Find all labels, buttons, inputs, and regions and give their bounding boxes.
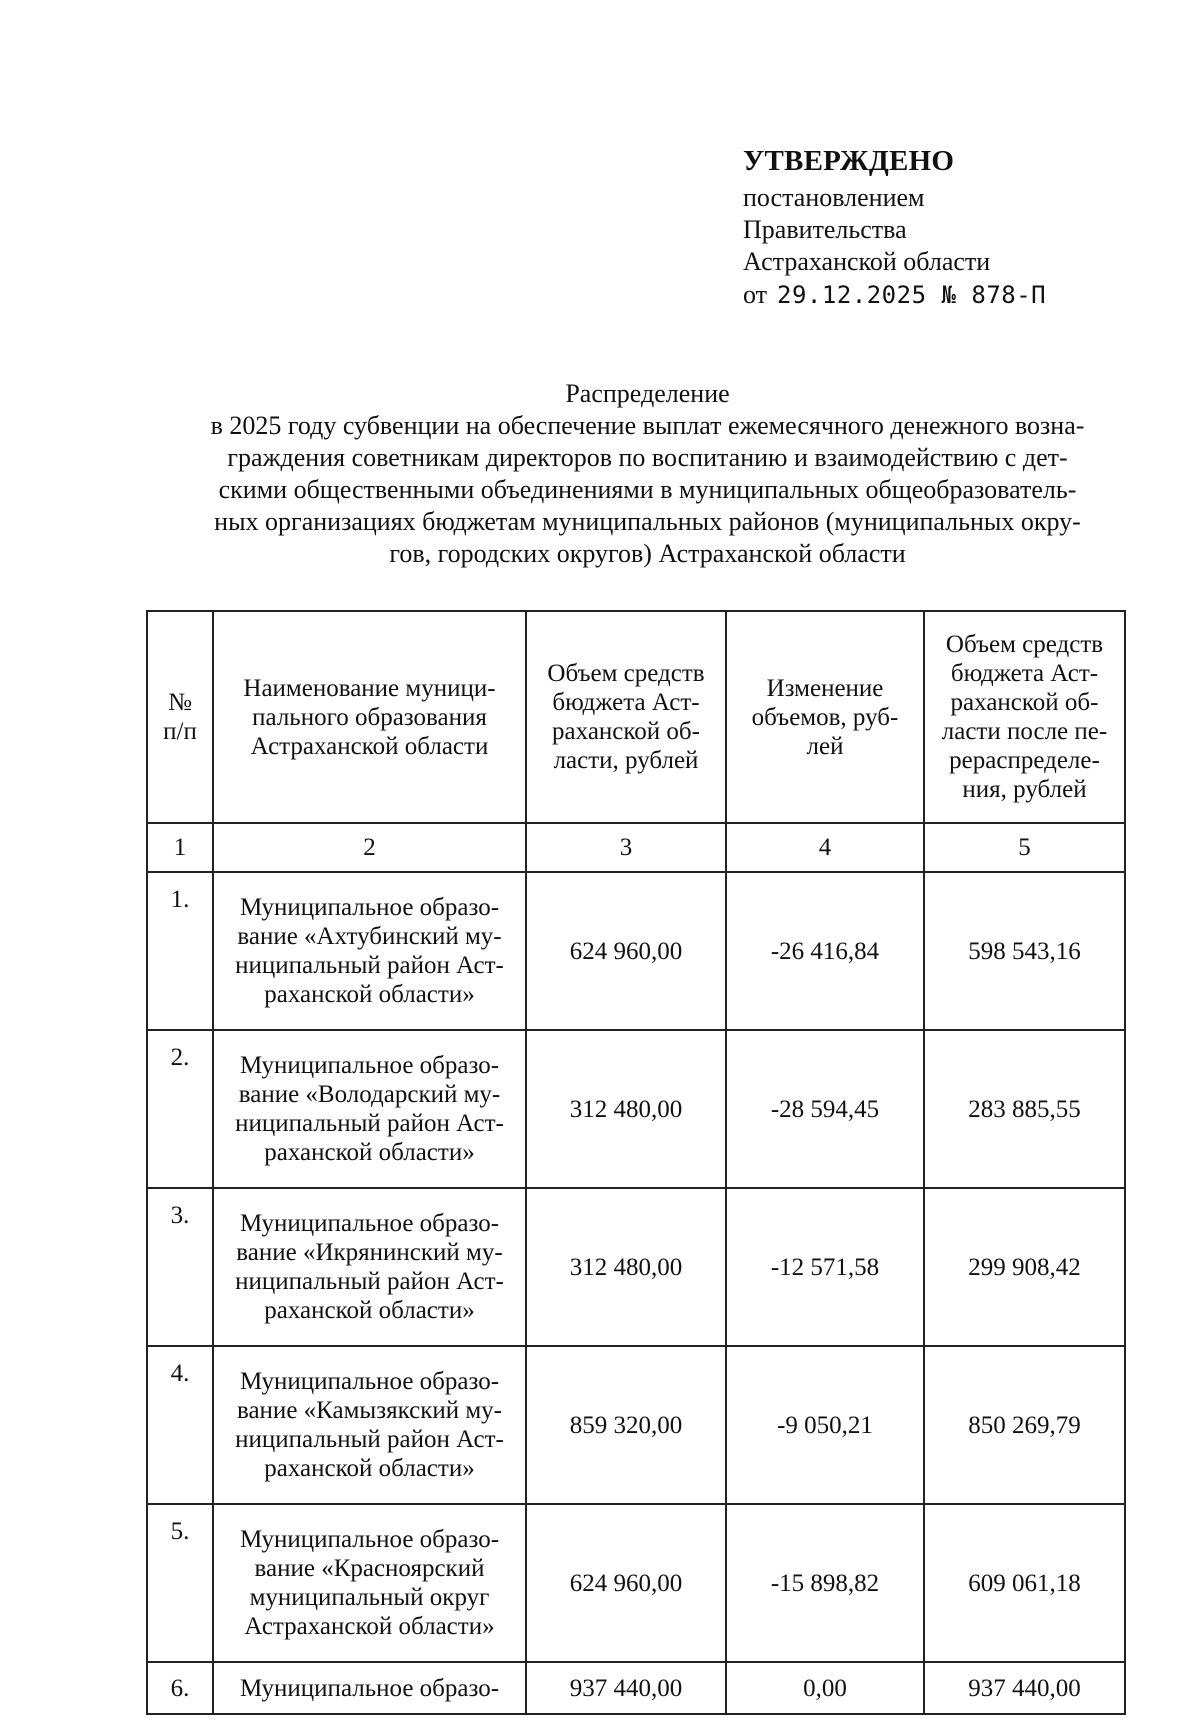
row-budget: 624 960,00 [526,1504,726,1662]
row-number: 1. [147,872,213,1030]
heading-title: Распределение [565,379,730,408]
row-municipality: Муниципальное образо- [213,1662,526,1714]
header-after-redistribution: Объем средств бюджета Аст-раханской об-ласти после пе-рераспределе-ния, рублей [924,611,1125,823]
table-row [147,1662,1125,1714]
row-number: 5. [147,1504,213,1662]
row-budget: 312 480,00 [526,1030,726,1188]
table-row [147,1030,1125,1188]
row-change: -26 416,84 [726,872,924,1030]
approval-date-line [743,278,1123,312]
row-number: 2. [147,1030,213,1188]
table-row [147,1346,1125,1504]
row-change: 0,00 [726,1662,924,1714]
approval-block [743,143,1123,312]
row-municipality: Муниципальное образо-вание «Ахтубинский му-ниципальный район Аст-раханской области» [213,872,526,1030]
row-budget: 312 480,00 [526,1188,726,1346]
column-number: 2 [213,823,526,872]
row-change: -9 050,21 [726,1346,924,1504]
distribution-table [146,610,1126,1715]
row-after: 937 440,00 [924,1662,1125,1714]
row-after: 609 061,18 [924,1504,1125,1662]
row-budget: 624 960,00 [526,872,726,1030]
table-row [147,1504,1125,1662]
column-number-row [147,823,1125,872]
row-municipality: Муниципальное образо-вание «Красноярский муниципальный округ Астраханской области» [213,1504,526,1662]
row-number: 4. [147,1346,213,1504]
header-municipality: Наименование муници-пального образования Астраханской области [213,611,526,823]
heading-line: гов, городских округов) Астраханской области [389,539,906,568]
heading-line: в 2025 году субвенции на обеспечение выплат ежемесячного денежного возна- [210,411,1085,440]
column-number: 4 [726,823,924,872]
column-number: 1 [147,823,213,872]
approval-line-2: Правительства [743,215,907,244]
header-budget: Объем средств бюджета Аст-раханской об-ласти, рублей [526,611,726,823]
heading-line: скими общественными объединениями в муниципальных общеобразователь- [218,475,1077,504]
approval-line-3: Астраханской области [743,247,991,276]
header-change: Изменение объемов, руб-лей [726,611,924,823]
row-municipality: Муниципальное образо-вание «Камызякский му-ниципальный район Аст-раханской области» [213,1346,526,1504]
row-number: 6. [147,1662,213,1714]
approval-title: УТВЕРЖДЕНО [743,145,955,177]
header-number: № п/п [147,611,213,823]
approval-date-stamp: 29.12.2025 № 878-П [777,281,1047,309]
row-change: -15 898,82 [726,1504,924,1662]
table-header-row [147,611,1125,823]
row-after: 283 885,55 [924,1030,1125,1188]
document-heading [165,378,1130,570]
row-budget: 937 440,00 [526,1662,726,1714]
row-number: 3. [147,1188,213,1346]
row-after: 598 543,16 [924,872,1125,1030]
heading-line: граждения советникам директоров по воспитанию и взаимодействию с дет- [227,443,1068,472]
column-number: 5 [924,823,1125,872]
row-municipality: Муниципальное образо-вание «Володарский му-ниципальный район Аст-раханской области» [213,1030,526,1188]
row-change: -28 594,45 [726,1030,924,1188]
heading-line: ных организациях бюджетам муниципальных районов (муниципальных окру- [214,507,1081,536]
approval-date-prefix: от [743,280,768,309]
table-row [147,872,1125,1030]
table-row [147,1188,1125,1346]
column-number: 3 [526,823,726,872]
row-change: -12 571,58 [726,1188,924,1346]
row-budget: 859 320,00 [526,1346,726,1504]
row-after: 850 269,79 [924,1346,1125,1504]
row-municipality: Муниципальное образо-вание «Икрянинский му-ниципальный район Аст-раханской области» [213,1188,526,1346]
row-after: 299 908,42 [924,1188,1125,1346]
approval-line-1: постановлением [743,183,925,212]
